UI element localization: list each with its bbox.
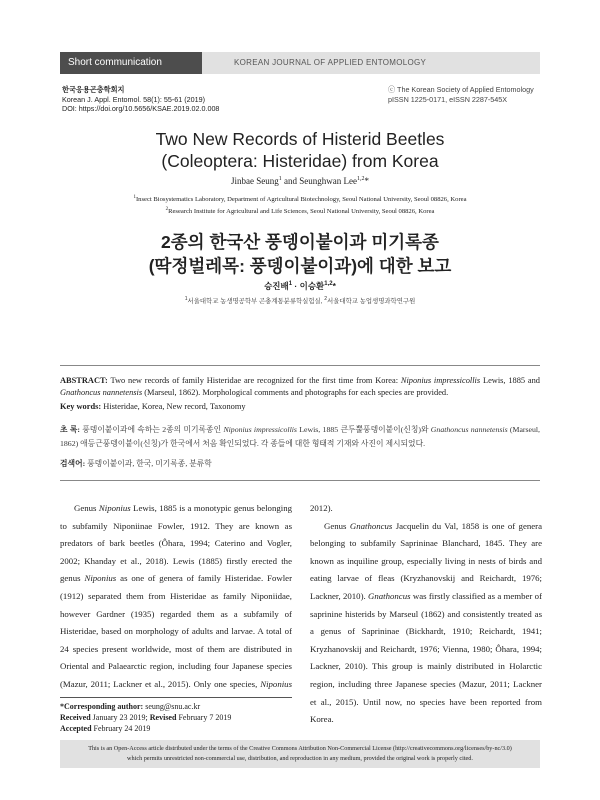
section-label-text: Short communication — [68, 57, 162, 68]
title-english-line1: Two New Records of Histerid Beetles — [155, 129, 445, 149]
correspondence-block: *Corresponding author: seung@snu.ac.kr Received January 23 2019; Revised February 7 2019 Accepted February 24 2019 — [60, 697, 292, 734]
corresponding-mark-korean: * — [332, 281, 336, 291]
abstract-korean: 초 록: 풍뎅이붙이과에 속하는 2종의 미기록종인 Niponius impressicollis Lewis, 1885 큰두뿔풍뎅이붙이(신칭)와 Gnathoncus nannetensis (Marseul, 1862) 애등근풍뎅이붙이(신칭)가 한국에서 처음 확인되었다. 각 종들에 대한 형태적 기재와 사진이 제시되었다. — [60, 425, 541, 448]
paragraph: Genus Niponius Lewis, 1885 is a monotypic genus belonging to subfamily Niponiinae Fowler, 1912. They are known as predators of bark beetles (Ôhara, 1994; Caterino and Vogler, 2002; Khanday et al., 2018). Lewis (1885) firstly erected the genus Niponius as one of genera of family Histeridae. Fowler (1912) separated them from Histeridae as family Niponiidae, however Gardner (1935) regarded them as a subfamily of Histeridae, based on morphology of adults and larvae. A total of 24 species present worldwide, most of them are distributed in Oriental and Palaearctic region, including four Japanese species (Mazur, 2011; Lackner et al., 2015). Only one species, Niponius — [60, 503, 292, 689]
authors-english — [60, 176, 540, 186]
accepted-date: February 24 2019 — [91, 724, 151, 733]
author-2-korean: 이승환 — [299, 281, 325, 291]
keywords-korean-text: 풍뎅이붙이과, 한국, 미기록종, 분류학 — [85, 459, 212, 468]
citation-block — [62, 85, 219, 114]
license-line-2: which permits unrestricted non-commercial use, distribution, and reproduction in any medium, provided the original work is properly cited. — [127, 755, 473, 762]
society-block — [388, 85, 538, 104]
author-2-name: Seunghwan Lee — [299, 176, 357, 186]
license-line-1: This is an Open-Access article distributed under the terms of the Creative Commons Attribution Non-Commercial License (http://creativecommons.org/licenses/by-nc/3.0) — [88, 745, 512, 752]
keywords-label: Key words: — [60, 402, 102, 411]
corresponding-label: *Corresponding author: — [60, 702, 144, 711]
doi-link[interactable]: DOI: https://doi.org/10.5656/KSAE.2019.02.0.008 — [62, 104, 220, 113]
title-korean-line2: (딱정벌레목: 풍뎅이붙이과)에 대한 보고 — [148, 256, 452, 276]
paragraph: 2012). — [310, 503, 333, 513]
keywords-korean-label: 검색어: — [60, 459, 86, 468]
paragraph — [310, 729, 542, 732]
divider-bottom — [60, 480, 540, 481]
author-conjunction: and — [281, 176, 300, 186]
section-label — [60, 52, 202, 74]
author-1-korean-mark: 1 — [288, 281, 293, 288]
species-name: Niponius impressicollis — [400, 376, 481, 385]
author-2-affil-mark: 1,2 — [356, 176, 365, 182]
affiliations-korean: $^1$서울대학교 농생명공학부 곤충계통분류학실험실, $^2$서울대학교 농업생명과학연구원 — [184, 296, 416, 306]
author-1-korean: 승진배 — [264, 281, 289, 291]
license-notice — [60, 740, 540, 768]
copyright-notice: ⓒ The Korean Society of Applied Entomology — [388, 85, 534, 94]
received-date: January 23 2019; — [90, 713, 150, 722]
affiliation-korean-2: 서울대학교 농업생명과학연구원 — [327, 298, 416, 306]
journal-banner — [202, 52, 540, 74]
revised-date: February 7 2019 — [176, 713, 232, 722]
corresponding-mark: * — [364, 176, 369, 186]
species-name: Gnathoncus nannetensis — [60, 387, 143, 397]
affiliation-1: $^1$Insect Biosystematics Laboratory, Department of Agricultural Biotechnology, Seoul National University, Seoul 08826, Korea — [133, 195, 467, 204]
author-1-name: Jinbae Seung — [231, 176, 279, 186]
journal-korean-name: 한국응용곤충학회지 — [62, 85, 125, 94]
paragraph: Genus Gnathoncus Jacquelin du Val, 1858 is one of genera belonging to subfamily Saprininae Blanchard, 1845. They are known as inquiline group, especially living in nests of birds and eating larvae of fleas (Kryzhanovskij and Reichardt, 1976; Lackner, 2010). Gnathoncus was firstly classified as a member of saprinine histerids by Marseul (1862) and consistently treated as a genus of Saprininae (Bickhardt, 1910; Reichardt, 1941; Kryzhanovskij and Reichardt, 1976; Vienna, 1980; Ôhara, 1994; Lackner, 2010). This group is mainly distributed in Holarctic region, including three Japanese species (Mazur, 2011; Lackner et al., 2015). Until now, no species have been reported from Korea. — [310, 520, 542, 725]
corresponding-email[interactable]: seung@snu.ac.kr — [143, 702, 201, 711]
keywords-text: Histeridae, Korea, New record, Taxonomy — [101, 402, 246, 411]
affiliations-english — [60, 193, 540, 216]
body-column-left — [60, 500, 292, 695]
affiliation-korean-1: 서울대학교 농생명공학부 곤충계통분류학실험실, — [187, 298, 323, 306]
affiliation-2: $^2$Research Institute for Agricultural and Life Sciences, Seoul National University, Seoul 08826, Korea — [165, 206, 435, 215]
authors-korean — [60, 280, 540, 292]
species-name: Gnathoncus nannetensis — [430, 425, 508, 434]
abstract-label: ABSTRACT: — [60, 376, 108, 385]
divider-top — [60, 365, 540, 366]
title-korean — [60, 230, 540, 278]
body-column-right — [310, 500, 542, 732]
author-separator: · — [292, 281, 300, 291]
keywords-korean — [60, 458, 540, 469]
citation-line: Korean J. Appl. Entomol. 58(1): 55-61 (2019) — [62, 94, 206, 104]
journal-name: KOREAN JOURNAL OF APPLIED ENTOMOLOGY — [234, 58, 427, 67]
keywords-english — [60, 402, 540, 411]
author-1-affil-mark: 1 — [278, 176, 282, 182]
issn-line: pISSN 1225-0171, eISSN 2287-545X — [388, 94, 508, 104]
abstract-korean-label: 초 록: — [60, 425, 80, 434]
title-english — [60, 128, 540, 172]
abstract-english: ABSTRACT: Two new records of family Histeridae are recognized for the first time from Korea: Niponius impressicollis Lewis, 1885 and Gnathoncus nannetensis (Marseul, 1862). Morphological comments and photographs for each species are provided. — [60, 376, 540, 397]
title-english-line2: (Coleoptera: Histeridae) from Korea — [161, 151, 439, 171]
author-2-korean-mark: 1,2 — [324, 281, 333, 288]
title-korean-line1: 2종의 한국산 풍뎅이붙이과 미기록종 — [161, 232, 439, 252]
species-name: Niponius impressicollis — [223, 425, 297, 434]
